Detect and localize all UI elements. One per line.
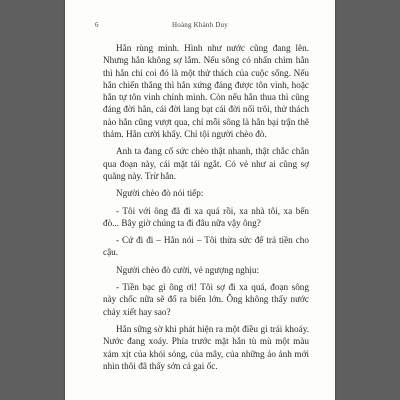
paragraph: Hắn rùng mình. Hình như nước cũng đang lên. Nhưng hắn không sợ lắm. Nếu sông có nhấn chìm hắn thì hắn chỉ coi đó là một thử thách của cuộc sống. Nếu hắn chiến thắng thì hắn xứng đáng được tôn vinh, hoặc hắn tự tôn vinh chính mình. Còn nếu hắn thua thì cũng đáng đời hắn, cái đời lang bạt cái đời nổi trôi, thử thách nào hắn cũng vượt qua, chỉ mỗi sông là hắn bại trận thê thảm. Hắn cười khẩy. Chỉ tội người chèo đò. <box>103 43 309 140</box>
running-title: Hoàng Khánh Duy <box>172 21 228 29</box>
book-page <box>65 0 335 400</box>
paragraph: - Tôi với ông đã đi xa quá rồi, xa nhà tôi, xa bến đò... Bây giờ chúng ta đi đâu nữa vậy ông? <box>103 205 309 228</box>
paragraph: - Tiền bạc gì ông ơi! Tôi sợ đi xa quá, đoạn sông này chốc nữa sẽ đổ ra biển lớn. Ông không thấy nước chảy xiết hay sao? <box>103 282 309 317</box>
running-head <box>95 21 305 31</box>
paragraph: Người chèo đò cười, vẻ ngượng nghịu: <box>116 264 260 275</box>
paragraph: - Cứ đi đi – Hắn nói – Tôi thừa sức để trả tiền cho cậu. <box>103 235 309 258</box>
page-number: 6 <box>95 21 99 29</box>
paragraph: Hắn sững sờ khi phát hiện ra một điều gì trái khoáy. Nước đang xoáy. Phía trước mặt hắn tù mù một màu xám xịt của khói sóng, của mây, của những ảo ảnh mới nhìn thôi đã thấy sởn cả gai ốc. <box>103 323 309 371</box>
paragraph: Người chèo đò nói tiếp: <box>116 188 204 199</box>
body-text <box>103 42 309 377</box>
paragraph: Anh ta đang cố sức chèo thật nhanh, thật chắc chắn qua đoạn này, cái mặt tái ngắt. Có vẻ như ai cũng sợ quãng này. Trừ hắn. <box>103 146 309 181</box>
